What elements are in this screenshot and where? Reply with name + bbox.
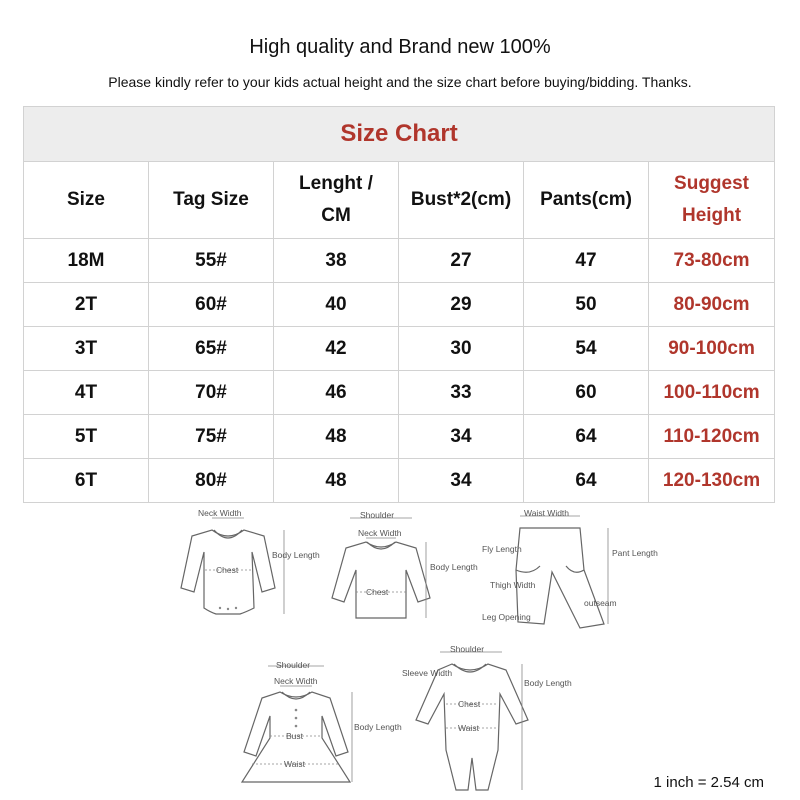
shirt-diagram [332, 510, 478, 618]
cell-height: 100-110cm [649, 371, 775, 415]
dress-bust-label: Bust [286, 731, 304, 741]
cell-tag-size: 65# [149, 327, 274, 371]
cell-pants: 60 [524, 371, 649, 415]
cell-length: 42 [274, 327, 399, 371]
cell-pants: 64 [524, 415, 649, 459]
table-row [24, 327, 775, 371]
cell-size: 6T [24, 459, 149, 503]
cell-size: 2T [24, 283, 149, 327]
cell-size: 5T [24, 415, 149, 459]
shirt-chest-label: Chest [366, 587, 389, 597]
size-chart-title: Size Chart [24, 107, 775, 162]
dress-neck-label: Neck Width [274, 676, 318, 686]
cell-bust: 29 [399, 283, 524, 327]
bodysuit-diagram [181, 508, 320, 614]
romper-sleeve-label: Sleeve Width [402, 668, 453, 678]
cell-bust: 27 [399, 239, 524, 283]
romper-length-label: Body Length [524, 678, 572, 688]
header-size: Size [24, 162, 149, 239]
romper-chest-label: Chest [458, 699, 481, 709]
cell-tag-size: 80# [149, 459, 274, 503]
dress-shoulder-label: Shoulder [276, 660, 311, 670]
cell-length: 46 [274, 371, 399, 415]
cell-height: 120-130cm [649, 459, 775, 503]
cell-height: 110-120cm [649, 415, 775, 459]
shirt-shoulder-label: Shoulder [360, 510, 395, 520]
dress-waist-label: Waist [284, 759, 305, 769]
bodysuit-neck-label: Neck Width [198, 508, 242, 518]
shirt-neck-label: Neck Width [358, 528, 402, 538]
cell-bust: 34 [399, 415, 524, 459]
cell-length: 40 [274, 283, 399, 327]
cell-length: 48 [274, 415, 399, 459]
cell-height: 80-90cm [649, 283, 775, 327]
pants-outseam-label: outseam [584, 598, 617, 608]
headline: High quality and Brand new 100% [249, 36, 551, 58]
cell-height: 73-80cm [649, 239, 775, 283]
cell-length: 48 [274, 459, 399, 503]
pants-fly-label: Fly Length [482, 544, 522, 554]
unit-conversion-note: 1 inch = 2.54 cm [653, 774, 764, 791]
cell-length: 38 [274, 239, 399, 283]
cell-pants: 50 [524, 283, 649, 327]
cell-bust: 34 [399, 459, 524, 503]
pants-diagram [482, 508, 658, 628]
cell-tag-size: 55# [149, 239, 274, 283]
size-chart-table [23, 106, 775, 503]
bodysuit-length-label: Body Length [272, 550, 320, 560]
measurement-diagrams [0, 500, 800, 800]
pants-thigh-label: Thigh Width [490, 580, 536, 590]
romper-shoulder-label: Shoulder [450, 644, 485, 654]
header-bust: Bust*2(cm) [399, 162, 524, 239]
cell-tag-size: 70# [149, 371, 274, 415]
header-tag-size: Tag Size [149, 162, 274, 239]
cell-bust: 30 [399, 327, 524, 371]
header-suggest-height: Suggest Height [649, 162, 775, 239]
pants-length-label: Pant Length [612, 548, 658, 558]
cell-pants: 54 [524, 327, 649, 371]
cell-bust: 33 [399, 371, 524, 415]
cell-tag-size: 60# [149, 283, 274, 327]
cell-size: 18M [24, 239, 149, 283]
pants-leg-label: Leg Opening [482, 612, 531, 622]
table-row [24, 459, 775, 503]
romper-diagram [402, 644, 572, 790]
header-row [24, 162, 775, 239]
cell-size: 3T [24, 327, 149, 371]
shirt-length-label: Body Length [430, 562, 478, 572]
dress-diagram [242, 660, 402, 782]
cell-height: 90-100cm [649, 327, 775, 371]
pants-waist-label: Waist Width [524, 508, 570, 518]
table-row [24, 283, 775, 327]
cell-pants: 47 [524, 239, 649, 283]
cell-pants: 64 [524, 459, 649, 503]
table-row [24, 415, 775, 459]
table-row [24, 239, 775, 283]
table-row [24, 371, 775, 415]
bodysuit-chest-label: Chest [216, 565, 239, 575]
romper-waist-label: Waist [458, 723, 479, 733]
subline: Please kindly refer to your kids actual height and the size chart before buying/bidding. Thanks. [108, 74, 692, 90]
header-pants: Pants(cm) [524, 162, 649, 239]
dress-length-label: Body Length [354, 722, 402, 732]
cell-tag-size: 75# [149, 415, 274, 459]
cell-size: 4T [24, 371, 149, 415]
header-length: Lenght / CM [274, 162, 399, 239]
